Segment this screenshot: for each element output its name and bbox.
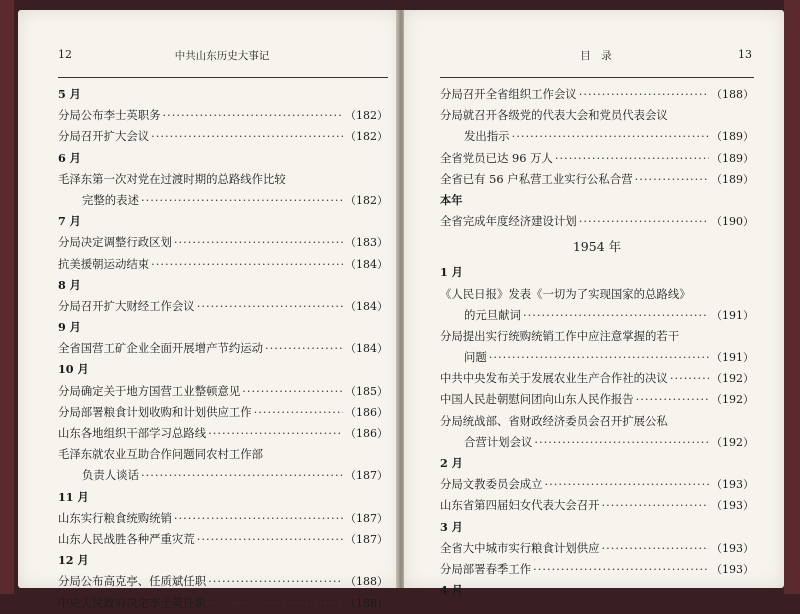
month-heading: 12 月 <box>58 553 89 568</box>
month-heading: 6 月 <box>58 150 81 165</box>
dot-leader <box>636 389 709 410</box>
right-header-rule <box>440 77 754 78</box>
toc-entry <box>58 105 388 126</box>
toc-entry-text: 中国人民赴朝慰问团向山东人民作报告 <box>440 392 634 407</box>
toc-entry-text: 全省已有 56 户私营工业实行公私合营 <box>440 171 633 186</box>
dot-leader <box>670 368 709 389</box>
dot-leader <box>208 423 343 444</box>
toc-entry-text: 《人民日报》发表《一切为了实现国家的总路线》 <box>440 286 691 301</box>
toc-page-ref: （189） <box>711 172 754 186</box>
toc-entry <box>58 508 388 529</box>
dot-leader <box>174 508 343 529</box>
toc-page-ref: （186） <box>345 405 388 419</box>
toc-entry <box>440 538 754 559</box>
month-heading: 3 月 <box>440 519 463 534</box>
toc-entry-line <box>58 444 388 465</box>
toc-entry <box>58 232 388 253</box>
month-heading: 本年 <box>440 192 463 207</box>
toc-entry-text: 分局决定调整行政区划 <box>58 235 172 250</box>
toc-entry <box>440 389 754 410</box>
book-cover-edge-left <box>0 0 14 594</box>
dot-leader <box>254 402 343 423</box>
dot-leader <box>489 347 709 368</box>
toc-page-ref: （193） <box>711 562 754 576</box>
dot-leader <box>601 495 709 516</box>
toc-entry-text: 完整的表述 <box>82 192 139 207</box>
toc-page-ref: （190） <box>711 215 754 229</box>
toc-entry <box>58 465 388 486</box>
toc-page-ref: （192） <box>711 372 754 386</box>
toc-page-ref: （182） <box>345 193 388 207</box>
toc-entry-text: 毛泽东第一次对党在过渡时期的总路线作比较 <box>58 171 286 186</box>
toc-page-ref: （185） <box>345 384 388 398</box>
dot-leader <box>601 538 709 559</box>
toc-entry-text: 全省完成年度经济建设计划 <box>440 214 577 229</box>
toc-entry-text: 分局召开扩大会议 <box>58 129 150 144</box>
dot-leader <box>579 84 709 105</box>
toc-page-ref: （191） <box>711 308 754 322</box>
dot-leader <box>141 465 343 486</box>
toc-entry <box>58 296 388 317</box>
toc-entry <box>440 495 754 516</box>
dot-leader <box>197 529 343 550</box>
left-page-number: 12 <box>58 48 72 61</box>
dot-leader <box>533 559 709 580</box>
toc-entry-text: 问题 <box>464 350 487 365</box>
toc-entry-text: 分局召开全省组织工作会议 <box>440 87 577 101</box>
toc-entry <box>440 432 754 453</box>
toc-entry-line <box>440 411 754 432</box>
toc-entry-text: 分局公布李士英职务 <box>58 108 161 123</box>
toc-entry <box>440 126 754 147</box>
toc-entry-text: 分局召开扩大财经工作会议 <box>58 298 195 313</box>
month-heading: 4 月 <box>440 583 463 598</box>
toc-entry-line <box>440 105 754 126</box>
toc-entry <box>440 368 754 389</box>
toc-entry <box>58 571 388 592</box>
month-heading: 2 月 <box>440 456 463 470</box>
toc-entry <box>58 529 388 550</box>
toc-entry-text: 中共中央发布关于发展农业生产合作社的决议 <box>440 371 668 386</box>
toc-entry-text: 毛泽东就农业互助合作问题同农村工作部 <box>58 447 264 462</box>
toc-entry-text: 发出指示 <box>464 129 510 144</box>
book-cover-edge-right <box>784 0 800 594</box>
dot-leader <box>523 305 709 326</box>
dot-leader <box>265 338 343 359</box>
toc-page-ref: （188） <box>711 88 754 101</box>
toc-entry <box>440 211 754 232</box>
dot-leader <box>197 296 343 317</box>
toc-entry <box>440 474 754 495</box>
month-heading: 1 月 <box>440 265 463 280</box>
toc-entry-text: 全省党员已达 96 万人 <box>440 150 553 165</box>
toc-page-ref: （184） <box>345 299 388 313</box>
toc-page-ref: （187） <box>345 511 388 525</box>
dot-leader <box>579 211 709 232</box>
toc-entry <box>58 593 388 614</box>
dot-leader <box>208 571 343 592</box>
toc-entry-text: 合营计划会议 <box>464 434 533 449</box>
toc-entry-text: 全省国营工矿企业全面开展增产节约运动 <box>58 341 264 356</box>
toc-entry-text: 分局统战部、省财政经济委员会召开扩展公私 <box>440 413 668 428</box>
toc-page-ref: （184） <box>345 257 388 271</box>
dot-leader <box>555 148 709 169</box>
toc-entry-text: 分局确定关于地方国营工业整顿意见 <box>58 383 241 398</box>
right-page <box>404 10 784 598</box>
toc-page-ref: （188） <box>345 575 388 589</box>
toc-page-ref: （192） <box>711 393 754 407</box>
dot-leader <box>635 169 709 190</box>
toc-entry-text: 分局部署粮食计划收购和计划供应工作 <box>58 404 252 419</box>
left-running-title: 中共山东历史大事记 <box>174 50 270 62</box>
toc-entry-text: 的元旦献词 <box>464 307 521 322</box>
month-heading: 10 月 <box>58 362 89 377</box>
toc-entry-text: 山东省第四届妇女代表大会召开 <box>440 498 600 513</box>
dot-leader <box>534 432 709 453</box>
dot-leader <box>512 126 709 147</box>
dot-leader <box>151 126 343 147</box>
toc-entry <box>440 305 754 326</box>
toc-entry <box>58 126 388 147</box>
toc-entry-line <box>58 169 388 190</box>
month-heading: 5 月 <box>58 87 81 101</box>
toc-page-ref: （183） <box>345 236 388 250</box>
month-heading: 9 月 <box>58 320 81 335</box>
toc-entry <box>440 169 754 190</box>
dot-leader <box>174 232 343 253</box>
toc-page-ref: （182） <box>345 109 388 123</box>
toc-page-ref: （191） <box>711 351 754 365</box>
month-heading: 7 月 <box>58 214 81 229</box>
month-heading: 8 月 <box>58 277 81 292</box>
toc-page-ref: （188） <box>345 596 388 610</box>
toc-entry <box>440 347 754 368</box>
toc-page-ref: （189） <box>711 130 754 144</box>
toc-page-ref: （187） <box>345 469 388 483</box>
toc-entry <box>440 148 754 169</box>
toc-entry-text: 分局文教委员会成立 <box>440 477 543 492</box>
toc-entry-text: 山东各地组织干部学习总路线 <box>58 426 207 440</box>
toc-page-ref: （193） <box>711 478 754 492</box>
left-header-rule <box>58 77 388 78</box>
toc-page-ref: （192） <box>711 435 754 449</box>
toc-entry <box>58 338 388 359</box>
left-page-header <box>58 48 386 68</box>
toc-entry-line <box>440 326 754 347</box>
toc-entry <box>440 84 754 105</box>
toc-entry-line <box>440 284 754 305</box>
toc-page-ref: （193） <box>711 541 754 555</box>
toc-entry <box>58 381 388 402</box>
toc-entry-text: 山东实行粮食统购统销 <box>58 510 172 525</box>
toc-page-ref: （189） <box>711 151 754 165</box>
toc-page-ref: （193） <box>711 499 754 513</box>
toc-entry <box>440 559 754 580</box>
toc-entry-text: 中央人民政府决定李士英任职 <box>58 595 207 610</box>
right-toc-list <box>440 84 754 601</box>
toc-entry-text: 分局就召开各级党的代表大会和党员代表会议 <box>440 108 668 123</box>
dot-leader <box>208 593 343 614</box>
right-page-header <box>440 48 752 68</box>
toc-page-ref: （186） <box>345 427 388 440</box>
toc-entry-text: 分局公布高克亭、任质斌任职 <box>58 574 207 589</box>
right-page-number: 13 <box>738 48 752 61</box>
toc-page-ref: （182） <box>345 130 388 144</box>
dot-leader <box>163 105 343 126</box>
month-heading: 11 月 <box>58 489 89 504</box>
dot-leader <box>545 474 709 495</box>
toc-entry <box>58 254 388 275</box>
dot-leader <box>151 254 343 275</box>
toc-entry-text: 抗美援朝运动结束 <box>58 256 150 271</box>
toc-entry <box>58 423 388 444</box>
toc-entry-text: 分局提出实行统购统销工作中应注意掌握的若干 <box>440 328 680 343</box>
toc-entry-text: 负责人谈话 <box>82 468 139 483</box>
toc-page-ref: （187） <box>345 532 388 546</box>
toc-entry <box>58 190 388 211</box>
dot-leader <box>242 381 343 402</box>
left-toc-list <box>58 84 388 614</box>
right-running-title: 目 录 <box>580 50 612 62</box>
toc-entry <box>58 402 388 423</box>
left-page <box>18 10 400 610</box>
toc-page-ref: （184） <box>345 342 388 356</box>
year-heading: 1954 年 <box>572 239 622 255</box>
toc-entry-text: 全省大中城市实行粮食计划供应 <box>440 540 600 555</box>
dot-leader <box>141 190 343 211</box>
toc-entry-text: 山东人民战胜各种严重灾荒 <box>58 531 195 546</box>
toc-entry-text: 分局部署春季工作 <box>440 561 532 576</box>
